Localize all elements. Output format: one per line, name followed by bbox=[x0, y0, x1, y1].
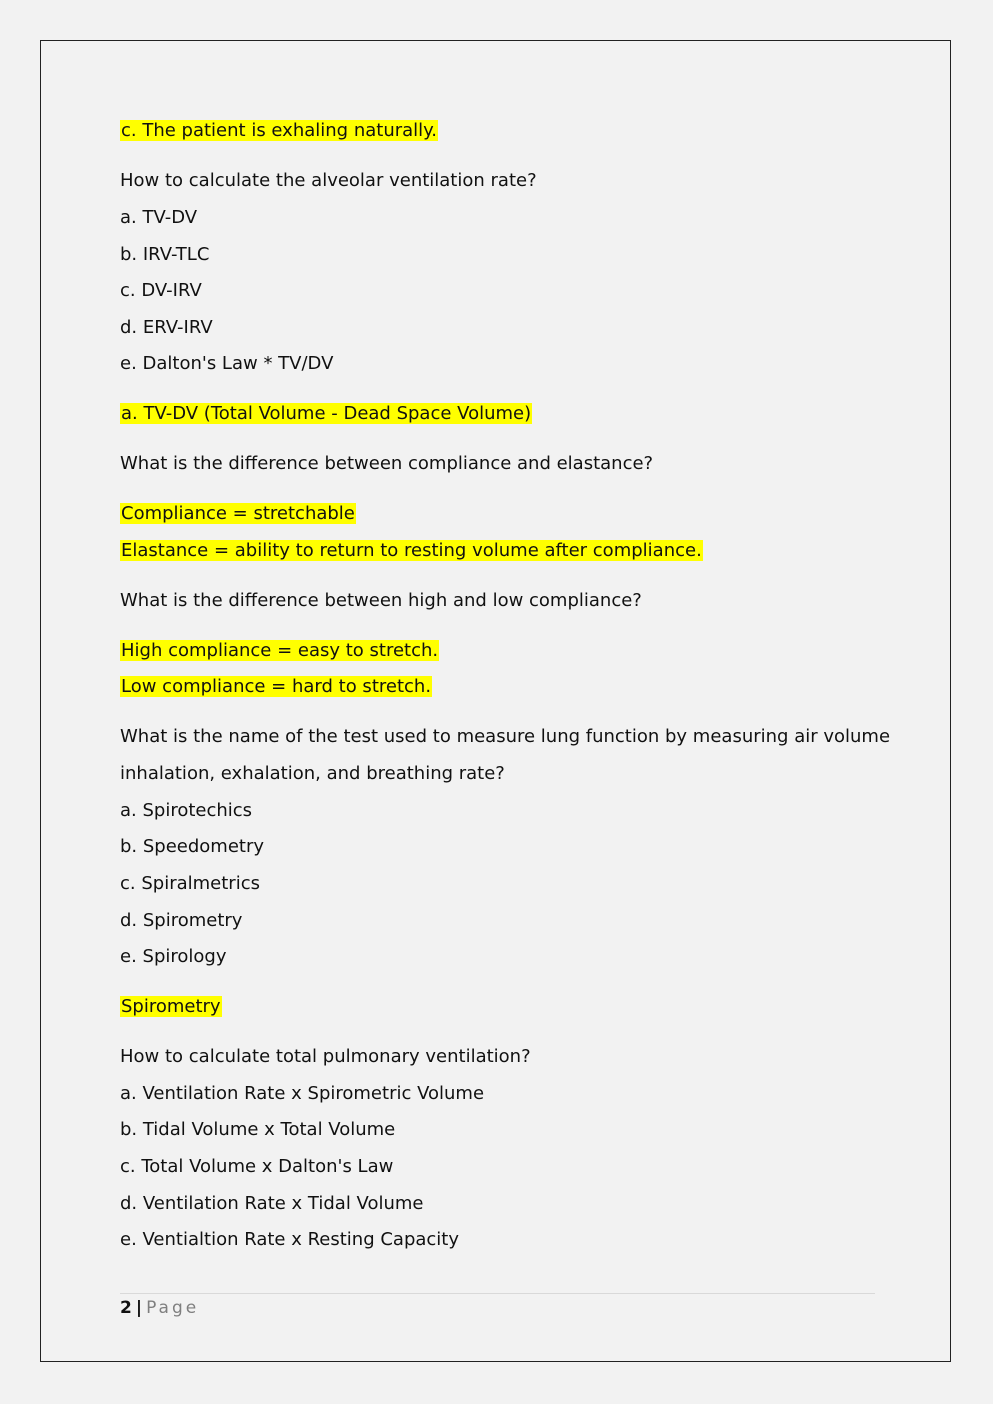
highlighted-text: a. TV-DV (Total Volume - Dead Space Volume) bbox=[121, 403, 532, 424]
text-line bbox=[120, 280, 202, 302]
highlighted-answer-line bbox=[120, 503, 356, 525]
line-text: b. IRV-TLC bbox=[120, 244, 210, 265]
line-text: inhalation, exhalation, and breathing rate? bbox=[120, 763, 505, 784]
text-line bbox=[120, 1119, 395, 1141]
text-line bbox=[120, 207, 197, 229]
highlighted-text: Spirometry bbox=[121, 996, 221, 1017]
line-text: What is the name of the test used to measure lung function by measuring air volume bbox=[120, 726, 891, 747]
line-text: d. Ventilation Rate x Tidal Volume bbox=[120, 1193, 424, 1214]
line-text: d. ERV-IRV bbox=[120, 317, 213, 338]
highlighted-answer-line bbox=[120, 403, 532, 425]
line-text: e. Dalton's Law * TV/DV bbox=[120, 353, 334, 374]
line-text: a. Spirotechics bbox=[120, 800, 253, 821]
text-line bbox=[120, 1193, 424, 1215]
line-text: c. Spiralmetrics bbox=[120, 873, 260, 894]
text-line bbox=[120, 763, 505, 785]
line-text: b. Speedometry bbox=[120, 836, 265, 857]
highlighted-text: c. The patient is exhaling naturally. bbox=[121, 120, 437, 141]
text-line bbox=[120, 244, 209, 266]
line-text: How to calculate the alveolar ventilation rate? bbox=[120, 170, 537, 191]
text-line bbox=[120, 910, 242, 932]
line-text: What is the difference between high and low compliance? bbox=[120, 590, 642, 611]
text-line bbox=[120, 836, 264, 858]
text-line bbox=[120, 1083, 484, 1105]
line-text: b. Tidal Volume x Total Volume bbox=[120, 1119, 396, 1140]
footer-divider bbox=[120, 1293, 875, 1294]
page-label: Page bbox=[146, 1298, 200, 1318]
page-number: 2 bbox=[120, 1298, 132, 1318]
text-line bbox=[120, 873, 260, 895]
highlighted-answer-line bbox=[120, 540, 703, 562]
line-text: e. Spirology bbox=[120, 946, 227, 967]
line-text: c. Total Volume x Dalton's Law bbox=[120, 1156, 394, 1177]
text-line bbox=[120, 800, 252, 822]
highlighted-answer-line bbox=[120, 676, 432, 698]
text-line bbox=[120, 946, 226, 968]
text-line bbox=[120, 1156, 393, 1178]
line-text: a. Ventilation Rate x Spirometric Volume bbox=[120, 1083, 485, 1104]
line-text: c. DV-IRV bbox=[120, 280, 202, 301]
footer-separator: | bbox=[135, 1298, 143, 1318]
line-text: d. Spirometry bbox=[120, 910, 243, 931]
line-text: a. TV-DV bbox=[120, 207, 198, 228]
highlighted-answer-line bbox=[120, 640, 439, 662]
text-line bbox=[120, 1046, 531, 1068]
highlighted-answer-line bbox=[120, 996, 222, 1018]
highlighted-text: Low compliance = hard to stretch. bbox=[121, 676, 432, 697]
text-line bbox=[120, 353, 333, 375]
text-line bbox=[120, 1229, 459, 1251]
line-text: What is the difference between compliance and elastance? bbox=[120, 453, 654, 474]
line-text: How to calculate total pulmonary ventilation? bbox=[120, 1046, 531, 1067]
line-text: e. Ventialtion Rate x Resting Capacity bbox=[120, 1229, 460, 1250]
highlighted-text: Elastance = ability to return to resting volume after compliance. bbox=[121, 540, 702, 561]
text-line bbox=[120, 453, 653, 475]
text-line bbox=[120, 726, 890, 748]
text-line bbox=[120, 590, 642, 612]
page-footer bbox=[120, 1297, 199, 1319]
highlighted-text: High compliance = easy to stretch. bbox=[121, 640, 439, 661]
highlighted-text: Compliance = stretchable bbox=[121, 503, 355, 524]
highlighted-answer-line bbox=[120, 120, 438, 142]
text-line bbox=[120, 170, 537, 192]
text-line bbox=[120, 317, 213, 339]
